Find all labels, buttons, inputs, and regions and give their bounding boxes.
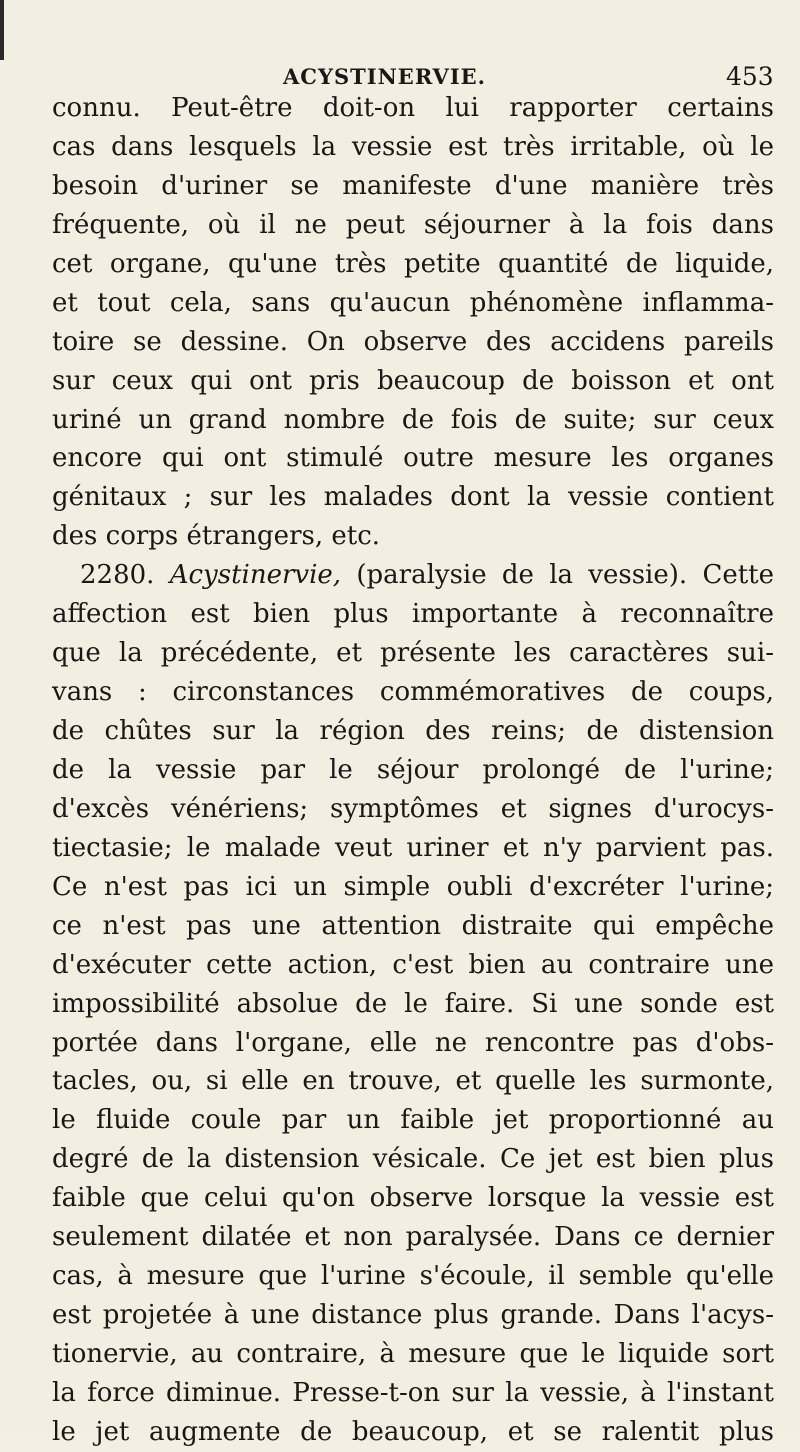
text-line: le fluide coule par un faible jet proportionné au	[52, 1105, 774, 1136]
text-line: encore qui ont stimulé outre mesure les organes	[52, 443, 774, 474]
text-line: fréquente, où il ne peut séjourner à la fois dans	[52, 209, 774, 240]
text-line: génitaux ; sur les malades dont la vessie contient	[52, 482, 774, 513]
text-line: d'excès vénériens; symptômes et signes d'urocys-	[52, 793, 774, 824]
text-line: de la vessie par le séjour prolongé de l'urine;	[52, 754, 774, 785]
text-line: cas dans lesquels la vessie est très irritable, où le	[52, 131, 774, 162]
text-line: tacles, ou, si elle en trouve, et quelle les surmonte,	[52, 1066, 774, 1097]
text-line: besoin d'uriner se manifeste d'une manière très	[52, 170, 774, 201]
running-title: ACYSTINERVIE.	[283, 64, 486, 89]
text-line: que la précédente, et présente les caractères sui-	[52, 638, 774, 669]
text-line: tiectasie; le malade veut uriner et n'y parvient pas.	[52, 832, 774, 863]
text-line: uriné un grand nombre de fois de suite; sur ceux	[52, 404, 774, 435]
text-line: sur ceux qui ont pris beaucoup de boisson et ont	[52, 365, 774, 396]
text-line: la force diminue. Presse-t-on sur la vessie, à l'instant	[52, 1377, 774, 1408]
text-line: affection est bien plus importante à reconnaître	[52, 599, 774, 630]
text-line: cas, à mesure que l'urine s'écoule, il semble qu'elle	[52, 1261, 774, 1292]
text-line: d'exécuter cette action, c'est bien au contraire une	[52, 949, 774, 980]
section-term: Acystinervie,	[169, 560, 342, 591]
page-number: 453	[726, 62, 774, 91]
text-line: est projetée à une distance plus grande. Dans l'acys-	[52, 1300, 774, 1331]
text-line: portée dans l'organe, elle ne rencontre pas d'obs-	[52, 1027, 774, 1058]
text-line: toire se dessine. On observe des accidens pareils	[52, 326, 774, 357]
text-line: seulement dilatée et non paralysée. Dans ce dernier	[52, 1222, 774, 1253]
text-line: et tout cela, sans qu'aucun phénomène inflamma-	[52, 287, 774, 318]
text-line: le jet augmente de beaucoup, et se ralentit plus	[52, 1416, 774, 1447]
running-header	[0, 62, 800, 92]
text-line: impossibilité absolue de le faire. Si une sonde est	[52, 988, 774, 1019]
text-line: connu. Peut-être doit-on lui rapporter certains	[52, 93, 774, 123]
text-line: des corps étrangers, etc.	[52, 521, 381, 552]
section-heading-rest: (paralysie de la vessie). Cette	[356, 560, 775, 591]
text-line: cet organe, qu'une très petite quantité de liquide,	[52, 248, 774, 279]
text-line: Ce n'est pas ici un simple oubli d'excréter l'urine;	[52, 871, 774, 902]
text-line: tionervie, au contraire, à mesure que le liquide sort	[52, 1339, 774, 1369]
text-line: vans : circonstances commémoratives de coups,	[52, 677, 774, 708]
text-line: degré de la distension vésicale. Ce jet est bien plus	[52, 1144, 774, 1175]
page-edge-shadow	[0, 0, 4, 60]
text-line: faible que celui qu'on observe lorsque la vessie est	[52, 1183, 774, 1214]
section-number: 2280.	[80, 560, 155, 591]
section-heading-line	[52, 556, 774, 595]
body-text	[52, 89, 774, 1452]
text-line: ce n'est pas une attention distraite qui empêche	[52, 910, 774, 941]
text-line: de chûtes sur la région des reins; de distension	[52, 716, 774, 746]
